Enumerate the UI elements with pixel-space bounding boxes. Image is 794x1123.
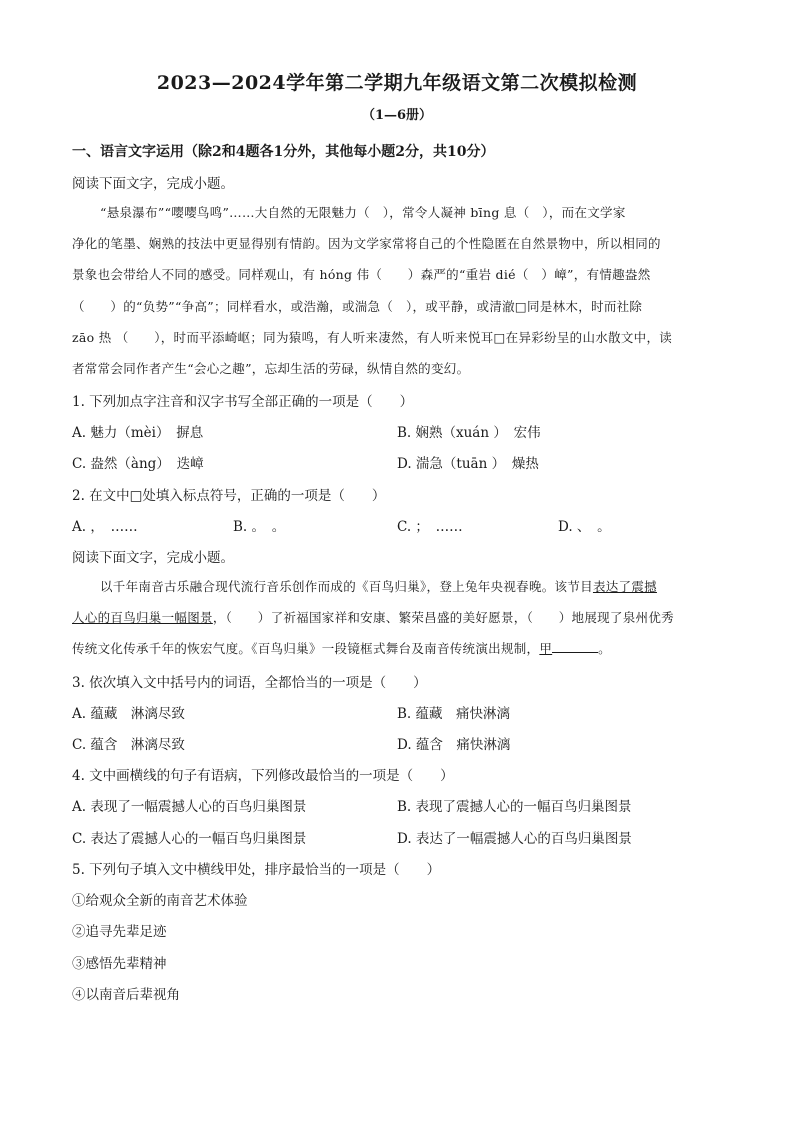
passage-line: “悬泉瀑布”“嘤嘤鸟鸣”……大自然的无限魅力（ ），常令人凝神 bīng 息（ ），而在文学家 — [100, 205, 626, 220]
passage-line — [72, 608, 674, 626]
passage-text: 传统文化传承千年的恢宏气度。《百鸟归巢》一段镜框式舞台及南音传统演出规制， — [72, 641, 540, 656]
reading-intro: 阅读下面文字，完成小题。 — [72, 176, 234, 192]
q2-option-c[interactable]: C. ； …… — [397, 519, 463, 535]
passage-text: ，（ ）了祈福国家祥和安康、繁荣昌盛的美好愿景，（ ）地展现了泉州优秀 — [212, 610, 674, 625]
passage-text: 。 — [598, 641, 611, 656]
question-1-stem: 1. 下列加点字注音和汉字书写全部正确的一项是（ ） — [72, 394, 414, 410]
q3-option-c[interactable]: C. 蕴含 淋漓尽致 — [72, 737, 185, 753]
q1-option-b[interactable]: B. 娴熟（xuán ） 宏伟 — [397, 425, 541, 441]
q5-item: ①给观众全新的南音艺术体验 — [72, 893, 248, 909]
q5-item: ③感悟先辈精神 — [72, 956, 167, 972]
question-3-stem: 3. 依次填入文中括号内的词语，全都恰当的一项是（ ） — [72, 675, 427, 691]
q3-option-d[interactable]: D. 蕴含 痛快淋漓 — [397, 737, 511, 753]
passage-line: 景象也会带给人不同的感受。同样观山，有 hóng 伟（ ）森严的“重岩 dié（ ）嶂”，有情趣盎然 — [72, 267, 651, 282]
q1-option-d[interactable]: D. 湍急（tuān ） 燥热 — [397, 456, 539, 472]
question-2-stem: 2. 在文中□处填入标点符号，正确的一项是（ ） — [72, 488, 386, 504]
q1-option-c[interactable]: C. 盎然（àng） 迭嶂 — [72, 456, 204, 472]
underlined-sentence: 表达了震撼 — [592, 579, 657, 594]
q5-item: ④以南音后辈视角 — [72, 987, 180, 1003]
blank-jia-label: 甲 — [539, 641, 553, 656]
q2-option-a[interactable]: A. ， …… — [72, 519, 138, 535]
q1-option-a[interactable]: A. 魅力（mèi） 摒息 — [72, 425, 204, 441]
q5-item: ②追寻先辈足迹 — [72, 924, 167, 940]
passage-text: 以千年南音古乐融合现代流行音乐创作而成的《百鸟归巢》，登上兔年央视春晚。该节目 — [100, 579, 593, 594]
section-heading: 一、语言文字运用（除2和4题各1分外，其他每小题2分，共10分） — [72, 144, 495, 160]
q4-option-c[interactable]: C. 表达了震撼人心的一幅百鸟归巢图景 — [72, 831, 307, 847]
blank-line — [552, 640, 598, 653]
passage-line — [72, 639, 611, 657]
passage-line: zāo 热 （ ），时而平添崎岖；同为猿鸣，有人听来凄然，有人听来悦耳□在异彩纷呈的山水散文中，读 — [72, 330, 673, 345]
page-subtitle: （1—6册） — [361, 108, 433, 123]
reading-intro-2: 阅读下面文字，完成小题。 — [72, 550, 234, 566]
question-5-stem: 5. 下列句子填入文中横线甲处，排序最恰当的一项是（ ） — [72, 862, 441, 878]
passage-line: 净化的笔墨、娴熟的技法中更显得别有情韵。因为文学家常将自己的个性隐匿在自然景物中，所以相同的 — [72, 236, 661, 251]
q4-option-b[interactable]: B. 表现了震撼人心的一幅百鸟归巢图景 — [397, 799, 632, 815]
q2-option-b[interactable]: B. 。 。 — [233, 519, 286, 535]
passage-line — [100, 577, 657, 595]
passage-line: 者常常会同作者产生“会心之趣”，忘却生活的劳碌，纵情自然的变幻。 — [72, 361, 470, 376]
page-title: 2023—2024学年第二学期九年级语文第二次模拟检测 — [156, 72, 638, 94]
q3-option-b[interactable]: B. 蕴藏 痛快淋漓 — [397, 706, 511, 722]
q4-option-d[interactable]: D. 表达了一幅震撼人心的百鸟归巢图景 — [397, 831, 632, 847]
question-4-stem: 4. 文中画横线的句子有语病，下列修改最恰当的一项是（ ） — [72, 768, 454, 784]
q3-option-a[interactable]: A. 蕴藏 淋漓尽致 — [72, 706, 185, 722]
passage-line: （ ）的“负势”“争高”；同样看水，或浩瀚，或湍急（ ），或平静，或清澈□同是林木，时而社除 — [72, 299, 643, 314]
q4-option-a[interactable]: A. 表现了一幅震撼人心的百鸟归巢图景 — [72, 799, 307, 815]
underlined-sentence: 人心的百鸟归巢一幅图景 — [72, 610, 213, 625]
q2-option-d[interactable]: D. 、 。 — [558, 519, 611, 535]
